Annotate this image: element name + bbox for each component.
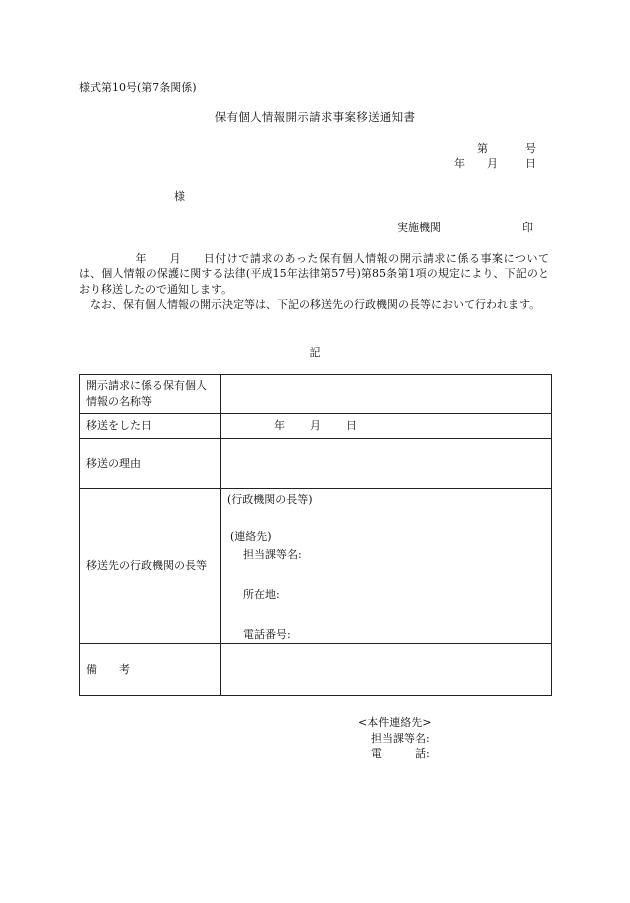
destination-dept-label: 担当課等名:	[243, 548, 302, 561]
transfer-date-month: 月	[310, 419, 321, 432]
notice-paragraph-2-text: なお、保有個人情報の開示決定等は、下記の移送先の行政機関の長等において行われます。	[90, 298, 541, 311]
notice-paragraph-1	[79, 251, 549, 297]
form-number: 様式第10号(第7条関係)	[79, 81, 197, 94]
table-row	[80, 375, 552, 414]
destination-contact-label: (連絡先)	[230, 530, 272, 543]
destination-head-value[interactable]	[221, 489, 552, 644]
transfer-details-table	[79, 374, 552, 696]
destination-head-label: 移送先の行政機関の長等	[80, 489, 221, 644]
destination-agency-head: (行政機関の長等)	[227, 493, 313, 506]
remarks-label: 備 考	[80, 644, 221, 696]
doc-number-go: 号	[525, 142, 536, 155]
table-row	[80, 439, 552, 489]
personal-info-name-value[interactable]	[221, 375, 552, 414]
transfer-reason-value[interactable]	[221, 439, 552, 489]
seal-mark: 印	[522, 221, 533, 234]
implementing-org-label: 実施機関	[397, 221, 441, 234]
remarks-value[interactable]	[221, 644, 552, 696]
document-title: 保有個人情報開示請求事案移送通知書	[214, 110, 416, 124]
ki-heading: 記	[309, 346, 321, 359]
contact-header: <本件連絡先>	[358, 716, 432, 729]
doc-number-dai: 第	[477, 142, 488, 155]
issue-date-year: 年	[454, 157, 465, 170]
transfer-date-year: 年	[274, 419, 285, 432]
notice-paragraph-1-text: 日付けで請求のあった保有個人情報の開示請求に係る事案については、個人情報の保護に関する法律(平成15年法律第57号)第85条第1項の規定により、下記のとおり移送したので通知します。	[79, 252, 549, 296]
destination-phone-label: 電話番号:	[243, 628, 291, 641]
notice-paragraph-2	[79, 297, 549, 312]
table-row	[80, 489, 552, 644]
transfer-reason-label: 移送の理由	[80, 439, 221, 489]
contact-phone-label: 電 話:	[371, 747, 430, 760]
issue-date-day: 日	[525, 157, 536, 170]
request-date-year: 年	[135, 252, 148, 265]
addressee-honorific: 様	[174, 190, 185, 203]
transfer-date-label: 移送をした日	[80, 414, 221, 439]
request-date-month: 月	[169, 252, 182, 265]
contact-dept-label: 担当課等名:	[371, 732, 430, 745]
transfer-date-value[interactable]	[221, 414, 552, 439]
personal-info-name-label: 開示請求に係る保有個人情報の名称等	[80, 375, 221, 414]
issue-date-month: 月	[487, 157, 498, 170]
table-row	[80, 414, 552, 439]
transfer-date-day: 日	[346, 419, 357, 432]
table-row	[80, 644, 552, 696]
destination-address-label: 所在地:	[243, 588, 280, 601]
